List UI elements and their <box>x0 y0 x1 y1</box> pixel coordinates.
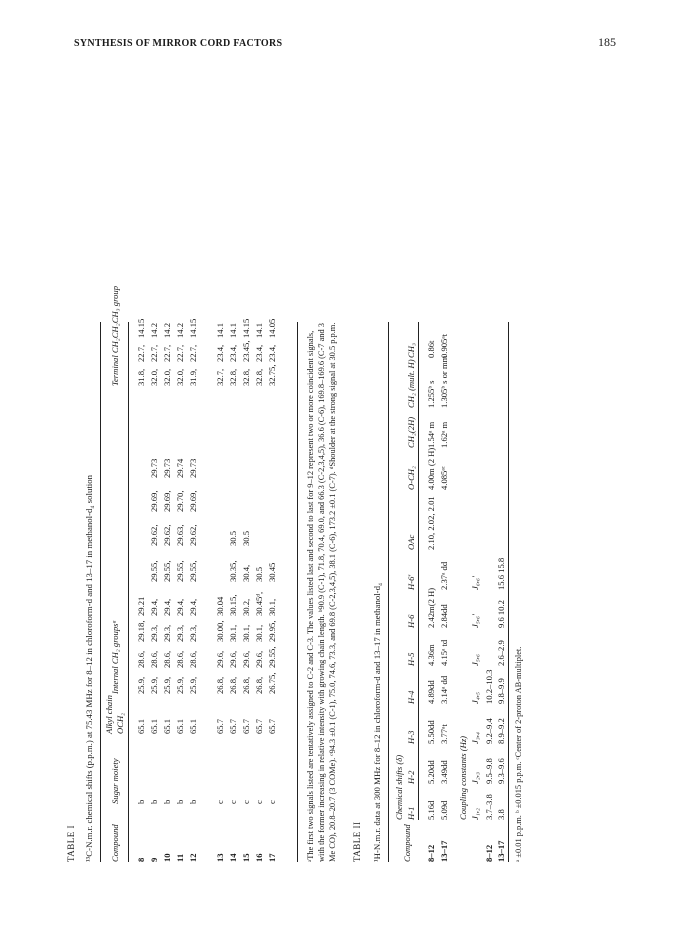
table-cell-internal: 29.6, <box>228 650 238 668</box>
table-1-top-rule <box>100 322 101 862</box>
table-cell-internal: 29.55, <box>162 560 172 582</box>
table-cell-internal: 26.75, <box>267 672 277 694</box>
table-cell-internal: 30.5 <box>254 566 264 582</box>
t2-col-header: H-5 <box>406 652 416 666</box>
table-cell-internal: 29.4, <box>149 598 159 616</box>
t2-coupling-col-header: J₅,₆ <box>470 654 480 666</box>
table-cell-internal: 29.70, <box>175 490 185 512</box>
table-cell-terminal: 14.1 <box>215 322 225 338</box>
table-cell-internal: 29.73 <box>149 458 159 478</box>
table-cell-internal: 29.6, <box>241 650 251 668</box>
table-cell-shift: 4.00m (2 H) <box>426 447 436 490</box>
table-cell-internal: 29.62, <box>162 524 172 546</box>
table-cell-terminal: 14.1 <box>228 322 238 338</box>
table-cell-internal: 28.6, <box>188 650 198 668</box>
table-cell-internal: 25.9, <box>162 676 172 694</box>
table-cell-shift: 1.62ᵃ m <box>439 421 449 448</box>
table-cell-internal: 29.69, <box>188 490 198 512</box>
table-cell-coupling: 10.2–10.3 <box>484 669 494 704</box>
table-cell-terminal: 32.0, <box>175 368 185 386</box>
table-cell-internal: 29.62, <box>188 524 198 546</box>
page-number: 185 <box>598 35 616 49</box>
table-cell-terminal: 14.15 <box>241 318 251 338</box>
table-cell-internal: 29.6, <box>215 650 225 668</box>
table-cell-internal: 29.55, <box>175 560 185 582</box>
table-cell-shift: 2.84dd <box>439 604 449 628</box>
table-row-compound: 12 <box>188 853 198 862</box>
table-cell-shift: 5.50dd <box>426 720 436 744</box>
table-cell-terminal: 32.7, <box>215 368 225 386</box>
table-cell-och2: 65.7 <box>215 718 225 734</box>
table-cell-internal: 28.6, <box>136 650 146 668</box>
table-cell-och2: 65.1 <box>175 718 185 734</box>
table-2-bottom-rule <box>508 322 509 862</box>
t2-col-header: CH₂(2H) <box>406 416 416 448</box>
table-cell-terminal: 14.15 <box>188 318 198 338</box>
table-cell-internal: 30.1, <box>241 624 251 642</box>
table-cell-internal: 25.9, <box>136 676 146 694</box>
t2-group-coupling: Coupling constants (Hz) <box>458 735 468 820</box>
table-cell-coupling: 15.6 15.8 <box>496 557 506 590</box>
table-cell-shift: 3.14ᵃ dd <box>439 675 449 704</box>
table-cell-internal: 30.15, <box>228 594 238 616</box>
table-1-bottom-rule <box>297 322 298 862</box>
table-cell-terminal: 22.7, <box>188 344 198 362</box>
table-cell-terminal: 22.7, <box>136 344 146 362</box>
table-cell-coupling: 3.7–3.8 <box>484 794 494 820</box>
t2-coupling-col-header: J₁,₂ <box>470 808 480 820</box>
table-cell-terminal: 32.8, <box>241 368 251 386</box>
table-cell-coupling: 2.6–2.9 <box>496 640 506 666</box>
table-cell-internal: 30.1, <box>254 624 264 642</box>
table-1-footnote: ᵃThe first two signals listed are tentatively assigned to C-2 and C-3. The values listed last and second to last for 9–12 represent two or more coincident signals, with the former increasing in relative intensity with growing chain length. ᵇ90.9 (C-1), 71.8, 70.4, 69.0, and 66.3 (C-2,3,4,5), 36.6 (C-6), 169.8–169.6 (C-7 and 3 Me CO), 20.8–20.7 (3 COMe). ᶜ94.3 ±0.1 (C-1), 75.0, 74.6, 73.3, and 69.8 (C-2,3,4,5), 38.1 (C-6), 173.2 ±0.1 (C-7). ᵈShoulder at the strong signal at 30.5 p.p.m. <box>306 322 337 862</box>
table-cell-internal: 29.3, <box>162 624 172 642</box>
table-cell-internal: 29.73 <box>162 458 172 478</box>
table-row-compound: 14 <box>228 853 238 862</box>
table-cell-shift: 5.20dd <box>426 760 436 784</box>
table-cell-internal: 28.6, <box>149 650 159 668</box>
table-cell-shift: 5.16d <box>426 800 436 820</box>
table-row-compound: 8–12 <box>426 844 436 862</box>
table-cell-internal: 30.35, <box>228 560 238 582</box>
table-cell-coupling: 8.9–9.2 <box>496 718 506 744</box>
t1-col-terminal: Terminal CH₂CH₂CH₃ group <box>110 285 120 386</box>
table-cell-shift: 1.305ᵇ s or mm <box>439 355 449 408</box>
table-cell-coupling: 3.8 <box>496 809 506 820</box>
table-cell-terminal: 14.2 <box>149 322 159 338</box>
table-cell-och2: 65.7 <box>267 718 277 734</box>
table-cell-shift: 1.255ᵇ s <box>426 380 436 408</box>
table-cell-terminal: 14.15 <box>136 318 146 338</box>
t2-col-header: H-2 <box>406 770 416 784</box>
table-cell-terminal: 32.8, <box>254 368 264 386</box>
table-cell-och2: 65.7 <box>254 718 264 734</box>
t2-group-shifts: Chemical shifts (δ) <box>394 754 404 820</box>
table-row-compound: 13 <box>215 853 225 862</box>
table-row-compound: 15 <box>241 853 251 862</box>
table-cell-internal: 29.3, <box>175 624 185 642</box>
table-cell-coupling: 9.5–9.8 <box>484 758 494 784</box>
table-cell-internal: 30.1, <box>267 598 277 616</box>
table-cell-shift: 3.77ᵃt <box>439 724 449 744</box>
table-cell-och2: 65.1 <box>149 718 159 734</box>
table-cell-shift: 4.15ᵃ td <box>439 639 449 666</box>
table-cell-shift: 2.10, 2.02, 2.01 <box>426 496 436 550</box>
t2-col-header: OAc <box>406 534 416 550</box>
table-cell-sugar: c <box>215 800 225 804</box>
rotated-tables <box>66 72 606 862</box>
table-cell-terminal: 14.2 <box>162 322 172 338</box>
table-row-compound: 10 <box>162 853 172 862</box>
t2-col-header: H-6 <box>406 614 416 628</box>
table-cell-terminal: 31.8, <box>136 368 146 386</box>
t2-col-header: H-3 <box>406 730 416 744</box>
table-2-caption: ¹H-N.m.r. data at 300 MHz for 8–12 in chloroform-d and 13–17 in methanol-d₄ <box>372 582 382 862</box>
table-cell-internal: 28.6, <box>175 650 185 668</box>
table-cell-internal: 26.8, <box>228 676 238 694</box>
t2-coupling-col-header: J₄,₅ <box>470 692 480 704</box>
table-cell-shift: 0.905ᵃt <box>439 333 449 358</box>
t2-coupling-col-header: J₂,₃ <box>470 772 480 784</box>
table-2-footnote: ᵃ ±0.01 p.p.m. ᵇ ±0.015 p.p.m. ᶜCenter of 2-proton AB-multiplet. <box>514 646 523 862</box>
table-1-header-rule <box>128 322 129 862</box>
t1-col-compound: Compound <box>110 824 120 862</box>
t2-col-header: H-1 <box>406 806 416 820</box>
table-cell-internal: 30.4, <box>241 564 251 582</box>
table-cell-internal: 30.1, <box>228 624 238 642</box>
table-cell-sugar: c <box>241 800 251 804</box>
table-cell-coupling: 9.8–9.9 <box>496 678 506 704</box>
table-cell-internal: 29.95, <box>267 620 277 642</box>
table-cell-internal: 29.3, <box>188 624 198 642</box>
table-cell-sugar: c <box>254 800 264 804</box>
t1-col-sugar: Sugar moiety <box>110 758 120 804</box>
table-cell-och2: 65.1 <box>188 718 198 734</box>
table-row-compound: 16 <box>254 853 264 862</box>
table-cell-internal: 30.2, <box>241 598 251 616</box>
table-cell-terminal: 22.7, <box>162 344 172 362</box>
table-cell-internal: 26.8, <box>254 676 264 694</box>
table-cell-shift: 5.09d <box>439 800 449 820</box>
table-cell-terminal: 22.7, <box>175 344 185 362</box>
table-cell-internal: 26.8, <box>215 676 225 694</box>
t1-col-alkyl: Alkyl chain <box>104 695 114 734</box>
t2-coupling-col-header: J₃,₄ <box>470 732 480 744</box>
table-1-label: TABLE I <box>66 824 76 862</box>
table-cell-internal: 29.62, <box>149 524 159 546</box>
table-cell-och2: 65.7 <box>241 718 251 734</box>
t2-col-header: CH₂ (mult. H) <box>406 359 416 408</box>
table-cell-internal: 29.73 <box>188 458 198 478</box>
table-cell-shift: 0.86t <box>426 340 436 358</box>
table-cell-internal: 29.63, <box>175 524 185 546</box>
table-cell-sugar: b <box>136 799 146 804</box>
table-cell-internal: 29.4, <box>162 598 172 616</box>
t2-col-compound: Compound <box>402 824 412 862</box>
table-cell-internal: 29.69, <box>149 490 159 512</box>
table-cell-internal: 30.5 <box>228 530 238 546</box>
table-cell-sugar: b <box>149 799 159 804</box>
table-cell-terminal: 14.2 <box>175 322 185 338</box>
table-cell-internal: 30.00, <box>215 620 225 642</box>
table-cell-internal: 29.55, <box>149 560 159 582</box>
table-cell-terminal: 23.45, <box>241 340 251 362</box>
table-cell-terminal: 32.8, <box>228 368 238 386</box>
table-cell-shift: 4.89dd <box>426 680 436 704</box>
table-cell-internal: 29.55, <box>267 646 277 668</box>
t2-col-header: H-6' <box>406 574 416 590</box>
table-row-compound: 13–17 <box>496 840 506 862</box>
table-cell-shift: 2.37ᵃ dd <box>439 561 449 590</box>
table-cell-och2: 65.1 <box>136 718 146 734</box>
table-cell-shift: 3.49dd <box>439 760 449 784</box>
table-cell-terminal: 23.4, <box>215 344 225 362</box>
table-cell-sugar: c <box>267 800 277 804</box>
table-cell-shift: 1.54ᵃ m <box>426 421 436 448</box>
table-cell-shift: 2.42m(2 H) <box>426 587 436 628</box>
table-cell-terminal: 22.7, <box>149 344 159 362</box>
table-cell-och2: 65.7 <box>228 718 238 734</box>
running-head: SYNTHESIS OF MIRROR CORD FACTORS <box>74 38 283 49</box>
table-cell-terminal: 14.1 <box>254 322 264 338</box>
table-cell-internal: 26.8, <box>241 676 251 694</box>
table-2-top-rule <box>388 322 389 862</box>
table-cell-internal: 29.69, <box>162 490 172 512</box>
t2-col-header: CH₃ <box>406 343 416 358</box>
table-cell-terminal: 23.4, <box>228 344 238 362</box>
table-row-compound: 8–12 <box>484 844 494 862</box>
table-cell-terminal: 32.0, <box>162 368 172 386</box>
t1-col-internal: Internal CH₂ groupsᵃ <box>110 620 120 694</box>
table-cell-internal: 30.45 <box>267 562 277 582</box>
table-cell-coupling: 9.3–9.6 <box>496 758 506 784</box>
table-cell-terminal: 32.75, <box>267 364 277 386</box>
table-cell-sugar: b <box>175 799 185 804</box>
table-cell-internal: 30.04 <box>215 596 225 616</box>
t1-col-och2: OCH₂ <box>115 712 125 734</box>
table-cell-sugar: b <box>162 799 172 804</box>
table-cell-internal: 28.6, <box>162 650 172 668</box>
table-row-compound: 11 <box>175 853 185 862</box>
table-cell-internal: 25.9, <box>149 676 159 694</box>
table-cell-internal: 25.9, <box>188 676 198 694</box>
table-cell-coupling: 9.2–9.4 <box>484 718 494 744</box>
table-cell-shift: 4.36m <box>426 644 436 666</box>
table-cell-coupling: 9.6 10.2 <box>496 600 506 628</box>
table-cell-sugar: b <box>188 799 198 804</box>
table-cell-internal: 29.4, <box>175 598 185 616</box>
t2-coupling-col-header: J₆,₆' <box>470 576 480 590</box>
table-cell-internal: 30.45ᵈ, <box>254 591 264 616</box>
table-cell-internal: 25.9, <box>175 676 185 694</box>
table-cell-internal: 30.5 <box>241 530 251 546</box>
table-2-label: TABLE II <box>352 821 362 862</box>
table-row-compound: 8 <box>136 857 146 862</box>
table-cell-internal: 29.18, <box>136 620 146 642</box>
table-2-header-rule <box>418 322 419 820</box>
table-cell-terminal: 14.05 <box>267 318 277 338</box>
table-cell-terminal: 23.4, <box>267 344 277 362</box>
t2-col-header: H-4 <box>406 690 416 704</box>
table-row-compound: 13–17 <box>439 840 449 862</box>
table-cell-internal: 29.74 <box>175 458 185 478</box>
table-row-compound: 17 <box>267 853 277 862</box>
table-cell-internal: 29.6, <box>254 650 264 668</box>
table-row-compound: 9 <box>149 857 159 862</box>
table-cell-internal: 29.55, <box>188 560 198 582</box>
table-cell-internal: 29.4, <box>188 598 198 616</box>
table-cell-terminal: 32.0, <box>149 368 159 386</box>
t2-coupling-col-header: J₅,₆' <box>470 614 480 628</box>
table-cell-och2: 65.1 <box>162 718 172 734</box>
table-cell-sugar: c <box>228 800 238 804</box>
t2-col-header: O-CH₂ <box>406 466 416 490</box>
table-cell-internal: 29.21 <box>136 596 146 616</box>
table-cell-terminal: 31.9, <box>188 368 198 386</box>
table-1-caption: ¹³C-N.m.r. chemical shifts (p.p.m.) at 75.43 MHz for 8–12 in chloroform-d and 13–17 in methanol-d₄ solution <box>84 474 94 862</box>
table-cell-internal: 29.3, <box>149 624 159 642</box>
table-cell-terminal: 23.4, <box>254 344 264 362</box>
table-cell-shift: 4.085ᵃᶜ <box>439 466 449 490</box>
